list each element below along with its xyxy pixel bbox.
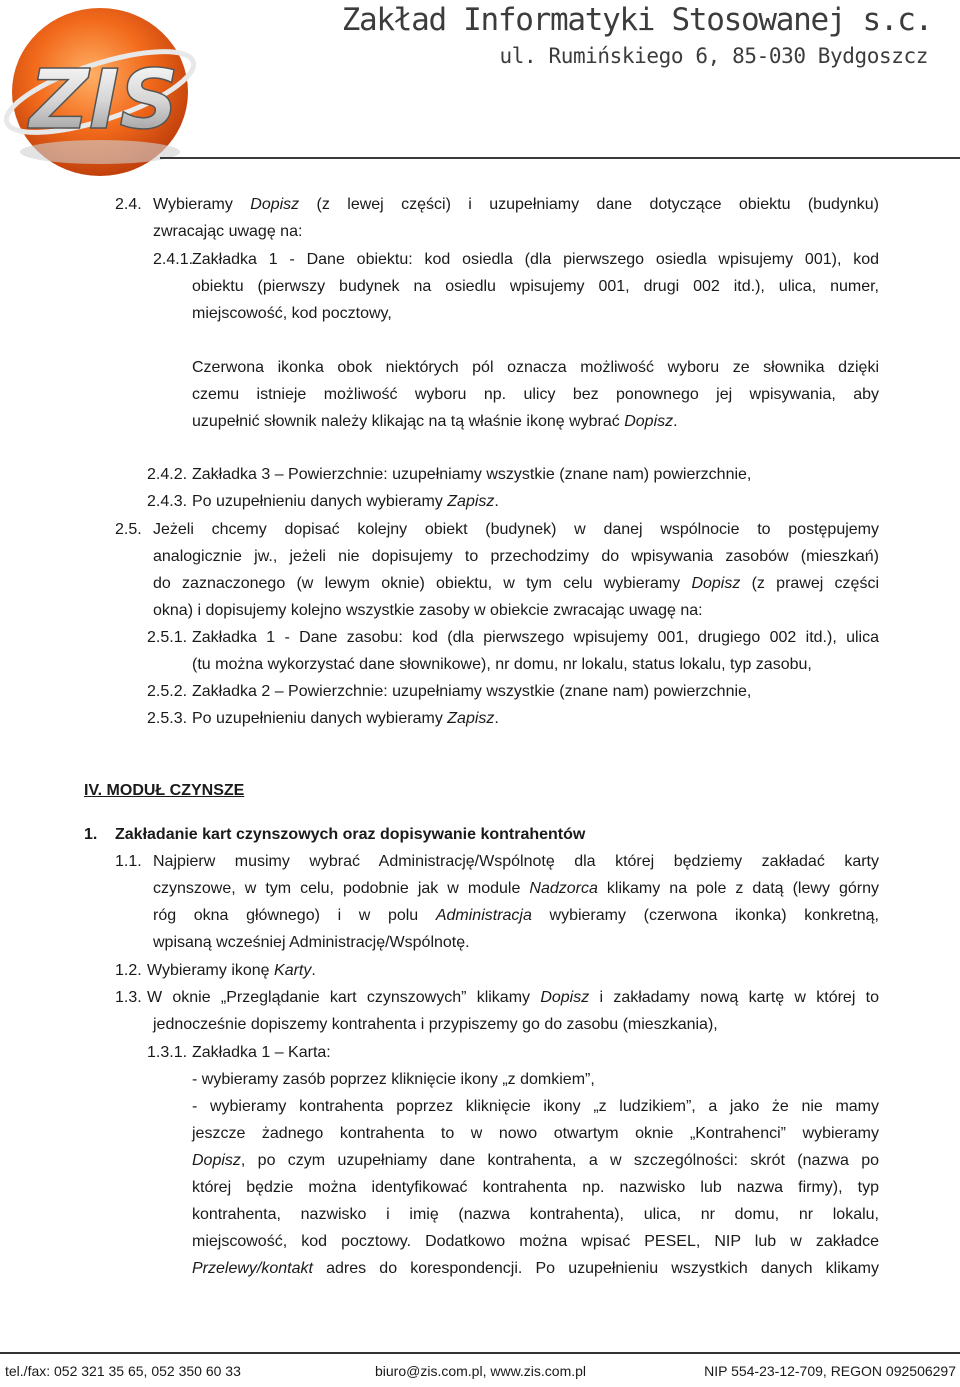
company-address: ul. Rumińskiego 6, 85-030 Bydgoszcz bbox=[499, 44, 928, 68]
paragraph-line: Zakładka 2 – Powierzchnie: uzupełniamy wszystkie (znane nam) powierzchnie, bbox=[192, 683, 752, 700]
paragraph-line: analogicznie jw., jeżeli nie dopisujemy to przechodzimy do wpisywania zasobów (mieszkań) bbox=[153, 548, 879, 565]
item-number: 2.5.3. bbox=[147, 710, 188, 727]
item-number: 2.4. bbox=[115, 196, 142, 213]
paragraph-line: Dopisz, po czym uzupełniamy dane kontrahenta, a w szczególności: skrót (nazwa po bbox=[192, 1152, 879, 1169]
section-heading: Zakładanie kart czynszowych oraz dopisywanie kontrahentów bbox=[115, 826, 586, 843]
footer-phone: tel./fax: 052 321 35 65, 052 350 60 33 bbox=[5, 1363, 241, 1379]
paragraph-line: Czerwona ikonka obok niektórych pól oznacza możliwość wyboru ze słownika dzięki bbox=[192, 359, 879, 376]
paragraph-line: uzupełnić słownik należy klikając na tą właśnie ikonę wybrać Dopisz. bbox=[192, 413, 678, 430]
paragraph-line: Najpierw musimy wybrać Administrację/Wspólnotę dla której będziemy zakładać karty bbox=[153, 853, 879, 870]
paragraph-line: Zakładka 1 – Karta: bbox=[192, 1044, 331, 1061]
paragraph-line: Zakładka 3 – Powierzchnie: uzupełniamy wszystkie (znane nam) powierzchnie, bbox=[192, 466, 752, 483]
paragraph-line: - wybieramy kontrahenta poprzez kliknięcie ikony „z ludzikiem”, a jako że nie mamy bbox=[192, 1098, 879, 1115]
paragraph-line: Wybieramy ikonę Karty. bbox=[147, 962, 316, 979]
paragraph-line: - wybieramy zasób poprzez kliknięcie ikony „z domkiem”, bbox=[192, 1071, 595, 1088]
company-logo bbox=[0, 0, 215, 178]
paragraph-line: czemu istnieje możliwość wyboru np. ulicy bez ponownego jej wpisywania, aby bbox=[192, 386, 879, 403]
paragraph-line: Po uzupełnieniu danych wybieramy Zapisz. bbox=[192, 710, 499, 727]
paragraph-line: miejscowość, kod pocztowy. Dodatkowo można wpisać PESEL, NIP lub w zakładce bbox=[192, 1233, 879, 1250]
footer-ids: NIP 554-23-12-709, REGON 092506297 bbox=[704, 1363, 956, 1379]
company-name: Zakład Informatyki Stosowanej s.c. bbox=[341, 2, 932, 38]
paragraph-line: róg okna głównego) i w polu Administracja wybieramy (czerwona ikonka) konkretną, bbox=[153, 907, 879, 924]
paragraph-line: kontrahenta, nazwisko i imię (nazwa kontrahenta), ulica, nr domu, nr lokalu, bbox=[192, 1206, 879, 1223]
paragraph-line: Przelewy/kontakt adres do korespondencji. Po uzupełnieniu wszystkich danych klikamy bbox=[192, 1260, 879, 1277]
paragraph-line: zwracając uwagę na: bbox=[153, 223, 303, 240]
paragraph-line: W oknie „Przeglądanie kart czynszowych” klikamy Dopisz i zakładamy nową kartę w której to bbox=[147, 989, 879, 1006]
logo-text: ZIS bbox=[29, 53, 179, 148]
paragraph-line: Zakładka 1 - Dane zasobu: kod (dla pierwszego wpisujemy 001, drugiego 002 itd.), ulica bbox=[192, 629, 879, 646]
item-number: 1.1. bbox=[115, 853, 142, 870]
item-number: 2.4.2. bbox=[147, 466, 188, 483]
paragraph-line: Wybieramy Dopisz (z lewej części) i uzupełniamy dane dotyczące obiektu (budynku) bbox=[153, 196, 880, 213]
item-number: 1.3.1. bbox=[147, 1044, 188, 1061]
item-number: 2.5. bbox=[115, 521, 142, 538]
paragraph-line: jeszcze żadnego kontrahenta to w nowo otwartym oknie „Kontrahenci” wybieramy bbox=[192, 1125, 879, 1142]
paragraph-line: do zaznaczonego (w lewym oknie) obiektu, w tym celu wybieramy Dopisz (z prawej części bbox=[153, 575, 879, 592]
paragraph-line: jednocześnie dopiszemy kontrahenta i przypiszemy go do zasobu (mieszkania), bbox=[153, 1016, 718, 1033]
paragraph-line: czynszowe, w tym celu, podobnie jak w module Nadzorca klikamy na pole z datą (lewy górny bbox=[153, 880, 879, 897]
item-number: 2.5.2. bbox=[147, 683, 188, 700]
header-divider bbox=[160, 157, 960, 159]
paragraph-line: Po uzupełnieniu danych wybieramy Zapisz. bbox=[192, 493, 499, 510]
paragraph-line: wpisaną wcześniej Administrację/Wspólnotę. bbox=[153, 934, 470, 951]
paragraph-line: (tu można wykorzystać dane słownikowe), nr domu, nr lokalu, status lokalu, typ zasobu, bbox=[192, 656, 812, 673]
paragraph-line: Jeżeli chcemy dopisać kolejny obiekt (budynek) w danej wspólnocie to postępujemy bbox=[153, 521, 879, 538]
footer-divider bbox=[0, 1352, 960, 1354]
item-number: 1.2. bbox=[115, 962, 142, 979]
item-number: 2.4.3. bbox=[147, 493, 188, 510]
paragraph-line: miejscowość, kod pocztowy, bbox=[192, 305, 392, 322]
paragraph-line: obiektu (pierwszy budynek na osiedlu wpisujemy 001, drugi 002 itd.), ulica, numer, bbox=[192, 278, 879, 295]
paragraph-line: której będzie można identyfikować kontrahenta np. nazwisko lub nazwa firmy), typ bbox=[192, 1179, 879, 1196]
section-number: 1. bbox=[84, 826, 98, 843]
paragraph-line: okna) i dopisujemy kolejno wszystkie zasoby w obiekcie zwracając uwagę na: bbox=[153, 602, 703, 619]
paragraph-line: Zakładka 1 - Dane obiektu: kod osiedla (dla pierwszego osiedla wpisujemy 001), kod bbox=[192, 251, 879, 268]
item-number: 1.3. bbox=[115, 989, 142, 1006]
item-number: 2.4.1. bbox=[153, 251, 194, 268]
footer-contact: biuro@zis.com.pl, www.zis.com.pl bbox=[375, 1363, 587, 1379]
chapter-heading: IV. MODUŁ CZYNSZE bbox=[84, 782, 245, 799]
item-number: 2.5.1. bbox=[147, 629, 188, 646]
